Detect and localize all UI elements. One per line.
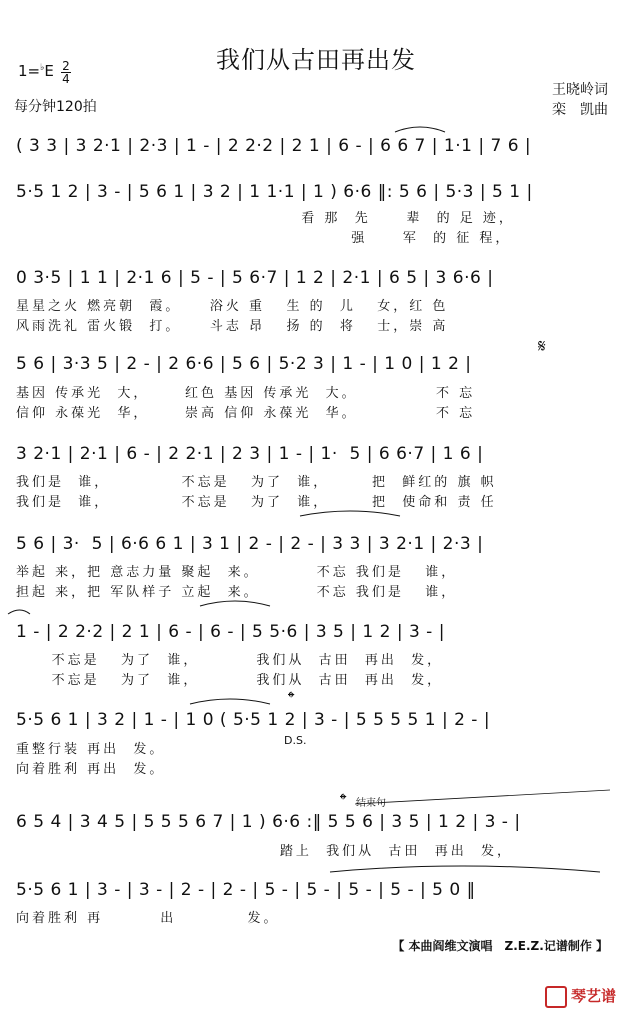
key-prefix: 1= xyxy=(18,62,41,80)
system-2-notes: 5·5 1 2 | 3 - | 5 6 1 | 3 2 | 1 1·1 | 1 ) 6·6 ‖: 5 6 | 5·3 | 5 1 | xyxy=(16,182,533,202)
system-6-lyrics-2: 担起 来，把 军队样子 立起 来。 不忘 我们是 谁， xyxy=(16,585,458,600)
system-8-notes: 5·5 6 1 | 3 2 | 1 - | 1 0 ( 5·5 1 2 | 3 - | 5 5 5 5 1 | 2 - | xyxy=(16,710,491,730)
composer: 栾 凯曲 xyxy=(552,102,608,118)
credits xyxy=(552,80,608,120)
system-6-lyrics-1: 举起 来，把 意志力量 聚起 来。 不忘 我们是 谁， xyxy=(16,565,458,580)
system-5-notes: 3 2·1 | 2·1 | 6 - | 2 2·1 | 2 3 | 1 - | 1· 5 | 6 6·7 | 1 6 | xyxy=(16,444,484,464)
coda-icon-2: 𝄌 xyxy=(340,790,347,811)
system-10-notes: 5·5 6 1 | 3 - | 3 - | 2 - | 2 - | 5 - | 5 - | 5 - | 5 - | 5 0 ‖ xyxy=(16,880,476,900)
ds-marking: D.S. xyxy=(284,734,307,747)
system-8-lyrics-2: 向着胜利 再出 发。 xyxy=(16,762,166,777)
watermark-text: 琴艺谱 xyxy=(570,987,616,1005)
system-3-lyrics-2: 风雨洗礼 雷火锻 打。 斗志 昂 扬 的 将 士，崇 高 xyxy=(16,319,449,334)
system-5-lyrics-2: 我们是 谁， 不忘是 为了 谁， 把 使命和 责 任 xyxy=(16,495,497,510)
system-9-lyrics-1: 踏上 我们从 古田 再出 发， xyxy=(16,844,513,859)
lyricist: 王晓岭词 xyxy=(552,82,608,98)
system-6-notes: 5 6 | 3· 5 | 6·6 6 1 | 3 1 | 2 - | 2 - | 3 3 | 3 2·1 | 2·3 | xyxy=(16,534,484,554)
system-2-lyrics-2: 强 军 的 征 程， xyxy=(16,231,512,246)
system-4-notes: 5 6 | 3·3 5 | 2 - | 2 6·6 | 5 6 | 5·2 3 | 1 - | 1 0 | 1 2 | xyxy=(16,354,472,374)
system-5-lyrics-1: 我们是 谁， 不忘是 为了 谁， 把 鲜红的 旗 帜 xyxy=(16,475,497,490)
key-signature xyxy=(18,62,54,80)
flat-icon: ♭ xyxy=(40,63,45,73)
system-4-lyrics-1: 基因 传承光 大， 红色 基因 传承光 大。 不 忘 xyxy=(16,386,476,401)
footer-note: 【 本曲阎维文演唱 Z.E.Z.记谱制作 】 xyxy=(392,939,608,953)
system-3-lyrics-1: 星星之火 燃亮朝 霞。 浴火 重 生 的 儿 女，红 色 xyxy=(16,299,449,314)
system-3-notes: 0 3·5 | 1 1 | 2·1 6 | 5 - | 5 6·7 | 1 2 | 2·1 | 6 5 | 3 6·6 | xyxy=(16,268,494,288)
logo-icon xyxy=(545,986,567,1008)
coda-icon: 𝄌 xyxy=(288,688,295,709)
key-note: E xyxy=(44,62,54,80)
system-1-notes: ( 3 3 | 3 2·1 | 2·3 | 1 - | 2 2·2 | 2 1 | 6 - | 6 6 7 | 1·1 | 7 6 | xyxy=(16,136,532,156)
segno-icon: 𝄋 xyxy=(538,336,546,357)
system-10-lyrics-1: 向着胜利 再 出 发。 xyxy=(16,911,280,926)
system-7-lyrics-2: 不忘是 为了 谁， 我们从 古田 再出 发， xyxy=(16,673,444,688)
time-bottom: 4 xyxy=(62,72,70,86)
watermark-logo xyxy=(545,985,616,1008)
song-title: 我们从古田再出发 xyxy=(216,46,416,74)
time-signature xyxy=(60,60,72,85)
tempo: 每分钟120拍 xyxy=(14,99,97,115)
system-7-notes: 1 - | 2 2·2 | 2 1 | 6 - | 6 - | 5 5·6 | 3 5 | 1 2 | 3 - | xyxy=(16,622,445,642)
system-8-lyrics-1: 重整行装 再出 发。 xyxy=(16,742,166,757)
system-4-lyrics-2: 信仰 永葆光 华， 崇高 信仰 永葆光 华。 不 忘 xyxy=(16,406,476,421)
system-9-notes: 6 5 4 | 3 4 5 | 5 5 5 6 7 | 1 ) 6·6 :‖ 5 5 6 | 3 5 | 1 2 | 3 - | xyxy=(16,812,521,832)
time-top: 2 xyxy=(62,59,70,73)
system-7-lyrics-1: 不忘是 为了 谁， 我们从 古田 再出 发， xyxy=(16,653,444,668)
ending-label: 结束句 xyxy=(356,798,386,809)
system-2-lyrics-1: 看 那 先 辈 的 足 迹， xyxy=(16,211,515,226)
